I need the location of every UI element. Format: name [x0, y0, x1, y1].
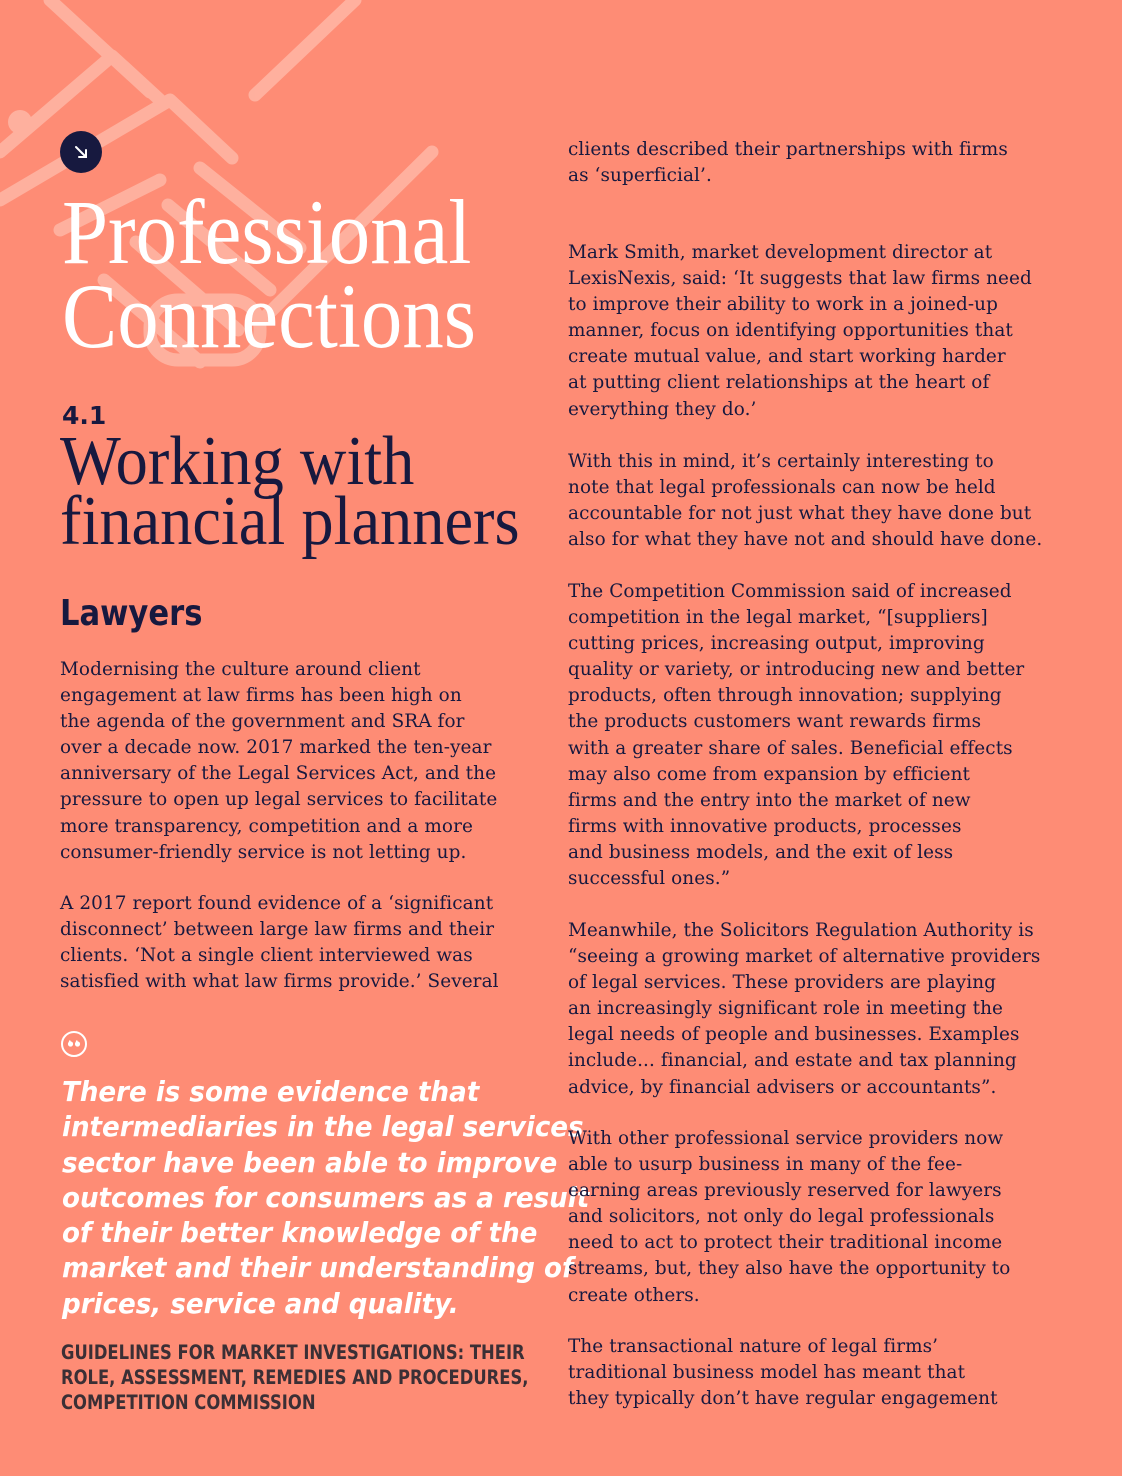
text-line: The Competition Commission said of increased	[568, 581, 1012, 602]
quote-line: market and their understanding of	[62, 1252, 574, 1285]
section-title	[60, 423, 520, 560]
quote-line: sector have been able to improve	[62, 1146, 558, 1179]
text-line: with a greater share of sales. Beneficial effects	[568, 737, 1013, 759]
quote-line: prices, service and quality.	[62, 1287, 459, 1320]
text-line: firms and the entry into the market of new	[568, 789, 971, 811]
page-title-line-2: Connections	[62, 265, 476, 367]
text-line: cutting prices, increasing output, improving	[568, 633, 985, 655]
text-line: the products customers want rewards firms	[568, 711, 982, 733]
text-line: Mark Smith, market development director at	[568, 242, 993, 263]
text-line: manner, focus on identifying opportunities that	[568, 320, 1013, 342]
text-line: and solicitors, not only do legal professionals	[568, 1206, 995, 1228]
arrow-down-right-icon	[60, 131, 102, 173]
text-line: advice, by financial advisers or accountants”.	[568, 1076, 997, 1098]
right-paragraph-5	[568, 918, 1040, 1101]
text-line: firms with innovative products, processes	[568, 815, 962, 837]
text-line: streams, but, they also have the opportunity to	[568, 1258, 1011, 1280]
quote-icon	[60, 1030, 88, 1058]
text-line: competition in the legal market, “[suppliers]	[568, 607, 988, 629]
right-paragraph-3	[568, 449, 1042, 553]
text-line: anniversary of the Legal Services Act, and the	[60, 763, 497, 785]
text-line: traditional business model has meant that	[568, 1362, 966, 1384]
text-line: and business models, and the exit of less	[568, 841, 954, 863]
section-title-line-1: Working with	[60, 423, 415, 500]
section-title-line-2: financial planners	[60, 483, 520, 560]
text-line: include... financial, and estate and tax planning	[568, 1050, 1017, 1072]
text-line: A 2017 report found evidence of a ‘significant	[60, 893, 494, 914]
text-line: may also come from expansion by efficient	[568, 763, 971, 785]
text-line: clients. ‘Not a single client interviewed was	[60, 945, 473, 967]
text-line: With other professional service providers now	[568, 1128, 1004, 1149]
text-line: accountable for not just what they have done but	[568, 503, 1032, 525]
text-line: also for what they have not and should have done.	[568, 529, 1043, 551]
text-line: consumer-friendly service is not letting up.	[60, 841, 467, 863]
text-line: able to usurp business in many of the fee-	[568, 1154, 963, 1176]
quote-line: There is some evidence that	[62, 1076, 480, 1108]
text-line: note that legal professionals can now be held	[568, 477, 996, 499]
text-line: The transactional nature of legal firms’	[568, 1336, 939, 1357]
text-line: an increasingly significant role in meeting the	[568, 998, 1004, 1020]
quote-line: outcomes for consumers as a result	[62, 1181, 590, 1214]
text-line: everything they do.’	[568, 398, 757, 420]
text-line: satisfied with what law firms provide.’ Several	[60, 971, 499, 993]
right-paragraph-7	[568, 1334, 998, 1412]
text-line: more transparency, competition and a more	[60, 815, 473, 837]
text-line: over a decade now. 2017 marked the ten-year	[60, 737, 492, 759]
text-line: “seeing a growing market of alternative providers	[568, 946, 1041, 968]
text-line: the agenda of the government and SRA for	[60, 711, 465, 733]
page-title-line-1: Professional	[62, 181, 472, 283]
quote-source	[61, 1340, 618, 1415]
text-line: pressure to open up legal services to facilitate	[60, 789, 498, 811]
text-line: create others.	[568, 1284, 700, 1306]
text-line: at putting client relationships at the heart of	[568, 372, 990, 394]
right-paragraph-1	[568, 137, 1008, 189]
text-line: With this in mind, it’s certainly interesting to	[568, 451, 994, 472]
source-line: GUIDELINES FOR MARKET INVESTIGATIONS: THEIR	[61, 1341, 525, 1364]
quote-line: of their better knowledge of the	[62, 1217, 538, 1250]
section-subtitle: Lawyers	[60, 593, 203, 634]
text-line: Meanwhile, the Solicitors Regulation Authority is	[568, 920, 1034, 941]
source-line: COMPETITION COMMISSION	[61, 1391, 316, 1414]
quote-line: intermediaries in the legal services	[62, 1111, 584, 1144]
text-line: successful ones.”	[568, 868, 731, 890]
text-line: quality or variety, or introducing new and better	[568, 659, 1025, 681]
text-line: they typically don’t have regular engagement	[568, 1388, 998, 1410]
text-line: as ‘superficial’.	[568, 165, 712, 187]
page-title	[62, 181, 476, 367]
text-line: Modernising the culture around client	[60, 659, 421, 680]
left-paragraph-1	[60, 657, 497, 866]
right-paragraph-2	[568, 240, 1032, 423]
text-line: need to act to protect their traditional income	[568, 1232, 1003, 1254]
text-line: clients described their partnerships with firms	[568, 139, 1008, 160]
text-line: disconnect’ between large law firms and their	[60, 919, 495, 941]
text-line: products, often through innovation; supplying	[568, 685, 1002, 707]
left-paragraph-2	[60, 891, 499, 995]
text-line: engagement at law firms has been high on	[60, 685, 462, 707]
text-line: LexisNexis, said: ‘It suggests that law firms need	[568, 268, 1032, 290]
text-line: earning areas previously reserved for lawyers	[568, 1180, 1002, 1202]
right-paragraph-4	[568, 579, 1024, 892]
source-line: ROLE, ASSESSMENT, REMEDIES AND PROCEDURES,	[61, 1366, 529, 1389]
right-paragraph-6	[568, 1126, 1010, 1309]
section-number: 4.1	[62, 401, 107, 430]
pull-quote	[62, 1075, 617, 1322]
text-line: of legal services. These providers are playing	[568, 972, 997, 994]
text-line: create mutual value, and start working harder	[568, 346, 1006, 368]
text-line: to improve their ability to work in a joined-up	[568, 294, 999, 316]
text-line: legal needs of people and businesses. Examples	[568, 1024, 1020, 1046]
